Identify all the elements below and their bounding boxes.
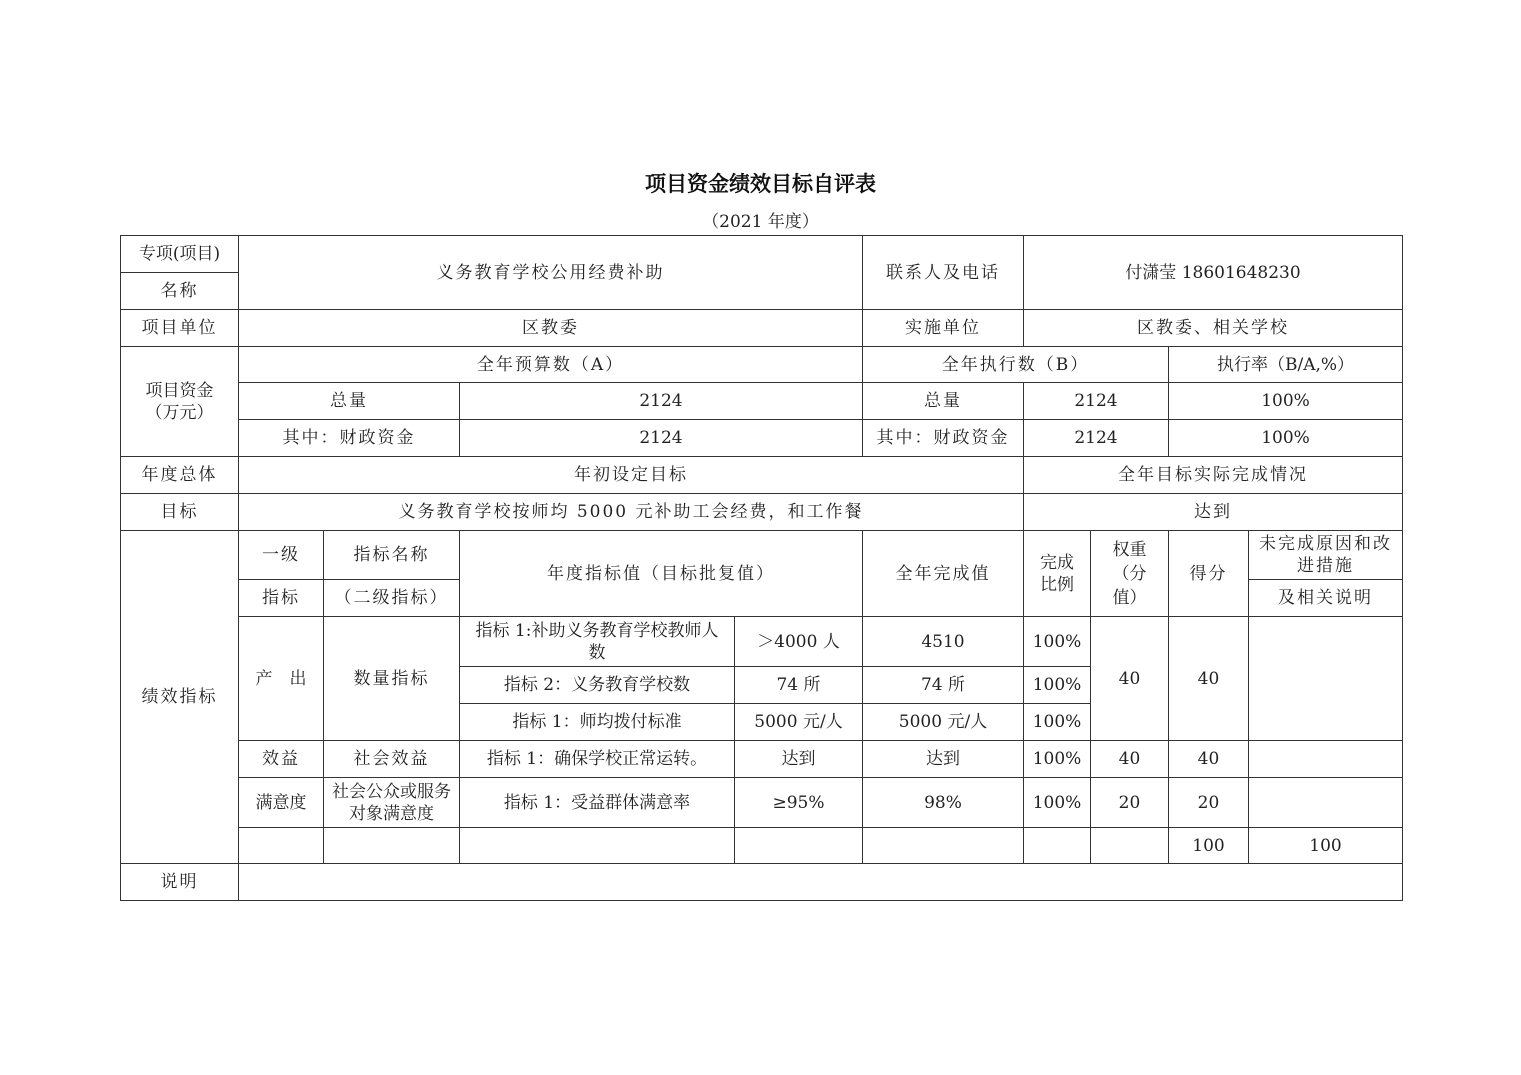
benefit-target: 达到 <box>735 741 863 778</box>
total-weight: 100 <box>1169 828 1249 864</box>
impl-unit: 区教委、相关学校 <box>1024 310 1403 347</box>
output-ratio-1: 100% <box>1024 617 1091 667</box>
fiscal-budget-label: 其中：财政资金 <box>239 420 460 457</box>
impl-unit-label: 实施单位 <box>863 310 1024 347</box>
satisfaction-target: ≥95% <box>735 778 863 828</box>
benefit-weight: 40 <box>1091 741 1169 778</box>
rate-header: 执行率（B/A,%） <box>1169 347 1403 383</box>
goal-actual-header: 全年目标实际完成情况 <box>1024 457 1403 494</box>
output-ratio-2: 100% <box>1024 667 1091 704</box>
col-reason-2: 及相关说明 <box>1249 580 1403 617</box>
satisfaction-level: 满意度 <box>239 778 324 828</box>
output-name: 数量指标 <box>324 617 460 741</box>
total-empty-4 <box>735 828 863 864</box>
project-name: 义务教育学校公用经费补助 <box>239 236 863 310</box>
contact-label: 联系人及电话 <box>863 236 1024 310</box>
col-name-1: 指标名称 <box>324 531 460 580</box>
total-empty-6 <box>1024 828 1091 864</box>
total-empty-3 <box>460 828 735 864</box>
output-desc-1: 指标 1:补助义务教育学校教师人数 <box>460 617 735 667</box>
benefit-reason <box>1249 741 1403 778</box>
budget-header: 全年预算数（A） <box>239 347 863 383</box>
fiscal-exec-label: 其中：财政资金 <box>863 420 1024 457</box>
project-name-label-1: 专项(项目) <box>121 236 239 273</box>
contact-value: 付潇莹 18601648230 <box>1024 236 1403 310</box>
output-actual-2: 74 所 <box>863 667 1024 704</box>
output-actual-1: 4510 <box>863 617 1024 667</box>
goal-label-1: 年度总体 <box>121 457 239 494</box>
output-ratio-3: 100% <box>1024 704 1091 741</box>
output-target-1: ＞4000 人 <box>735 617 863 667</box>
project-unit-label: 项目单位 <box>121 310 239 347</box>
fiscal-rate: 100% <box>1169 420 1403 457</box>
output-desc-2: 指标 2：义务教育学校数 <box>460 667 735 704</box>
goal-label-2: 目标 <box>121 494 239 531</box>
total-empty-1 <box>239 828 324 864</box>
benefit-ratio: 100% <box>1024 741 1091 778</box>
satisfaction-ratio: 100% <box>1024 778 1091 828</box>
output-actual-3: 5000 元/人 <box>863 704 1024 741</box>
benefit-level: 效益 <box>239 741 324 778</box>
satisfaction-actual: 98% <box>863 778 1024 828</box>
output-desc-3: 指标 1：师均拨付标准 <box>460 704 735 741</box>
total-rate: 100% <box>1169 383 1403 420</box>
total-budget-label: 总量 <box>239 383 460 420</box>
col-reason-1: 未完成原因和改进措施 <box>1249 531 1403 580</box>
total-exec-label: 总量 <box>863 383 1024 420</box>
satisfaction-weight: 20 <box>1091 778 1169 828</box>
exec-header: 全年执行数（B） <box>863 347 1169 383</box>
evaluation-table <box>120 235 1403 901</box>
total-empty-2 <box>324 828 460 864</box>
project-unit: 区教委 <box>239 310 863 347</box>
benefit-name: 社会效益 <box>324 741 460 778</box>
goal-actual-text: 达到 <box>1024 494 1403 531</box>
col-actual: 全年完成值 <box>863 531 1024 617</box>
output-target-2: 74 所 <box>735 667 863 704</box>
goal-set-header: 年初设定目标 <box>239 457 1024 494</box>
col-target: 年度指标值（目标批复值） <box>460 531 863 617</box>
note-label: 说明 <box>121 864 239 901</box>
total-score: 100 <box>1249 828 1403 864</box>
output-level: 产 出 <box>239 617 324 741</box>
total-exec: 2124 <box>1024 383 1169 420</box>
output-weight: 40 <box>1091 617 1169 741</box>
benefit-score: 40 <box>1169 741 1249 778</box>
benefit-actual: 达到 <box>863 741 1024 778</box>
satisfaction-score: 20 <box>1169 778 1249 828</box>
output-target-3: 5000 元/人 <box>735 704 863 741</box>
output-score: 40 <box>1169 617 1249 741</box>
total-budget: 2124 <box>460 383 863 420</box>
note-text <box>239 864 1403 901</box>
total-empty-5 <box>863 828 1024 864</box>
satisfaction-reason <box>1249 778 1403 828</box>
total-empty-7 <box>1091 828 1169 864</box>
fiscal-budget: 2124 <box>460 420 863 457</box>
col-ratio: 完成比例 <box>1024 531 1091 617</box>
satisfaction-desc: 指标 1：受益群体满意率 <box>460 778 735 828</box>
year-subtitle: （2021 年度） <box>702 212 819 232</box>
page-title: 项目资金绩效目标自评表 <box>645 172 876 196</box>
funds-label: 项目资金（万元） <box>121 347 239 457</box>
satisfaction-name: 社会公众或服务对象满意度 <box>324 778 460 828</box>
fiscal-exec: 2124 <box>1024 420 1169 457</box>
indicators-section-label: 绩效指标 <box>121 531 239 864</box>
col-weight: 权重（分值） <box>1091 531 1169 617</box>
col-name-2: （二级指标） <box>324 580 460 617</box>
col-level-2: 指标 <box>239 580 324 617</box>
project-name-label-2: 名称 <box>121 273 239 310</box>
output-reason <box>1249 617 1403 741</box>
col-level-1: 一级 <box>239 531 324 580</box>
col-score: 得分 <box>1169 531 1249 617</box>
goal-set-text: 义务教育学校按师均 5000 元补助工会经费，和工作餐 <box>239 494 1024 531</box>
benefit-desc: 指标 1：确保学校正常运转。 <box>460 741 735 778</box>
